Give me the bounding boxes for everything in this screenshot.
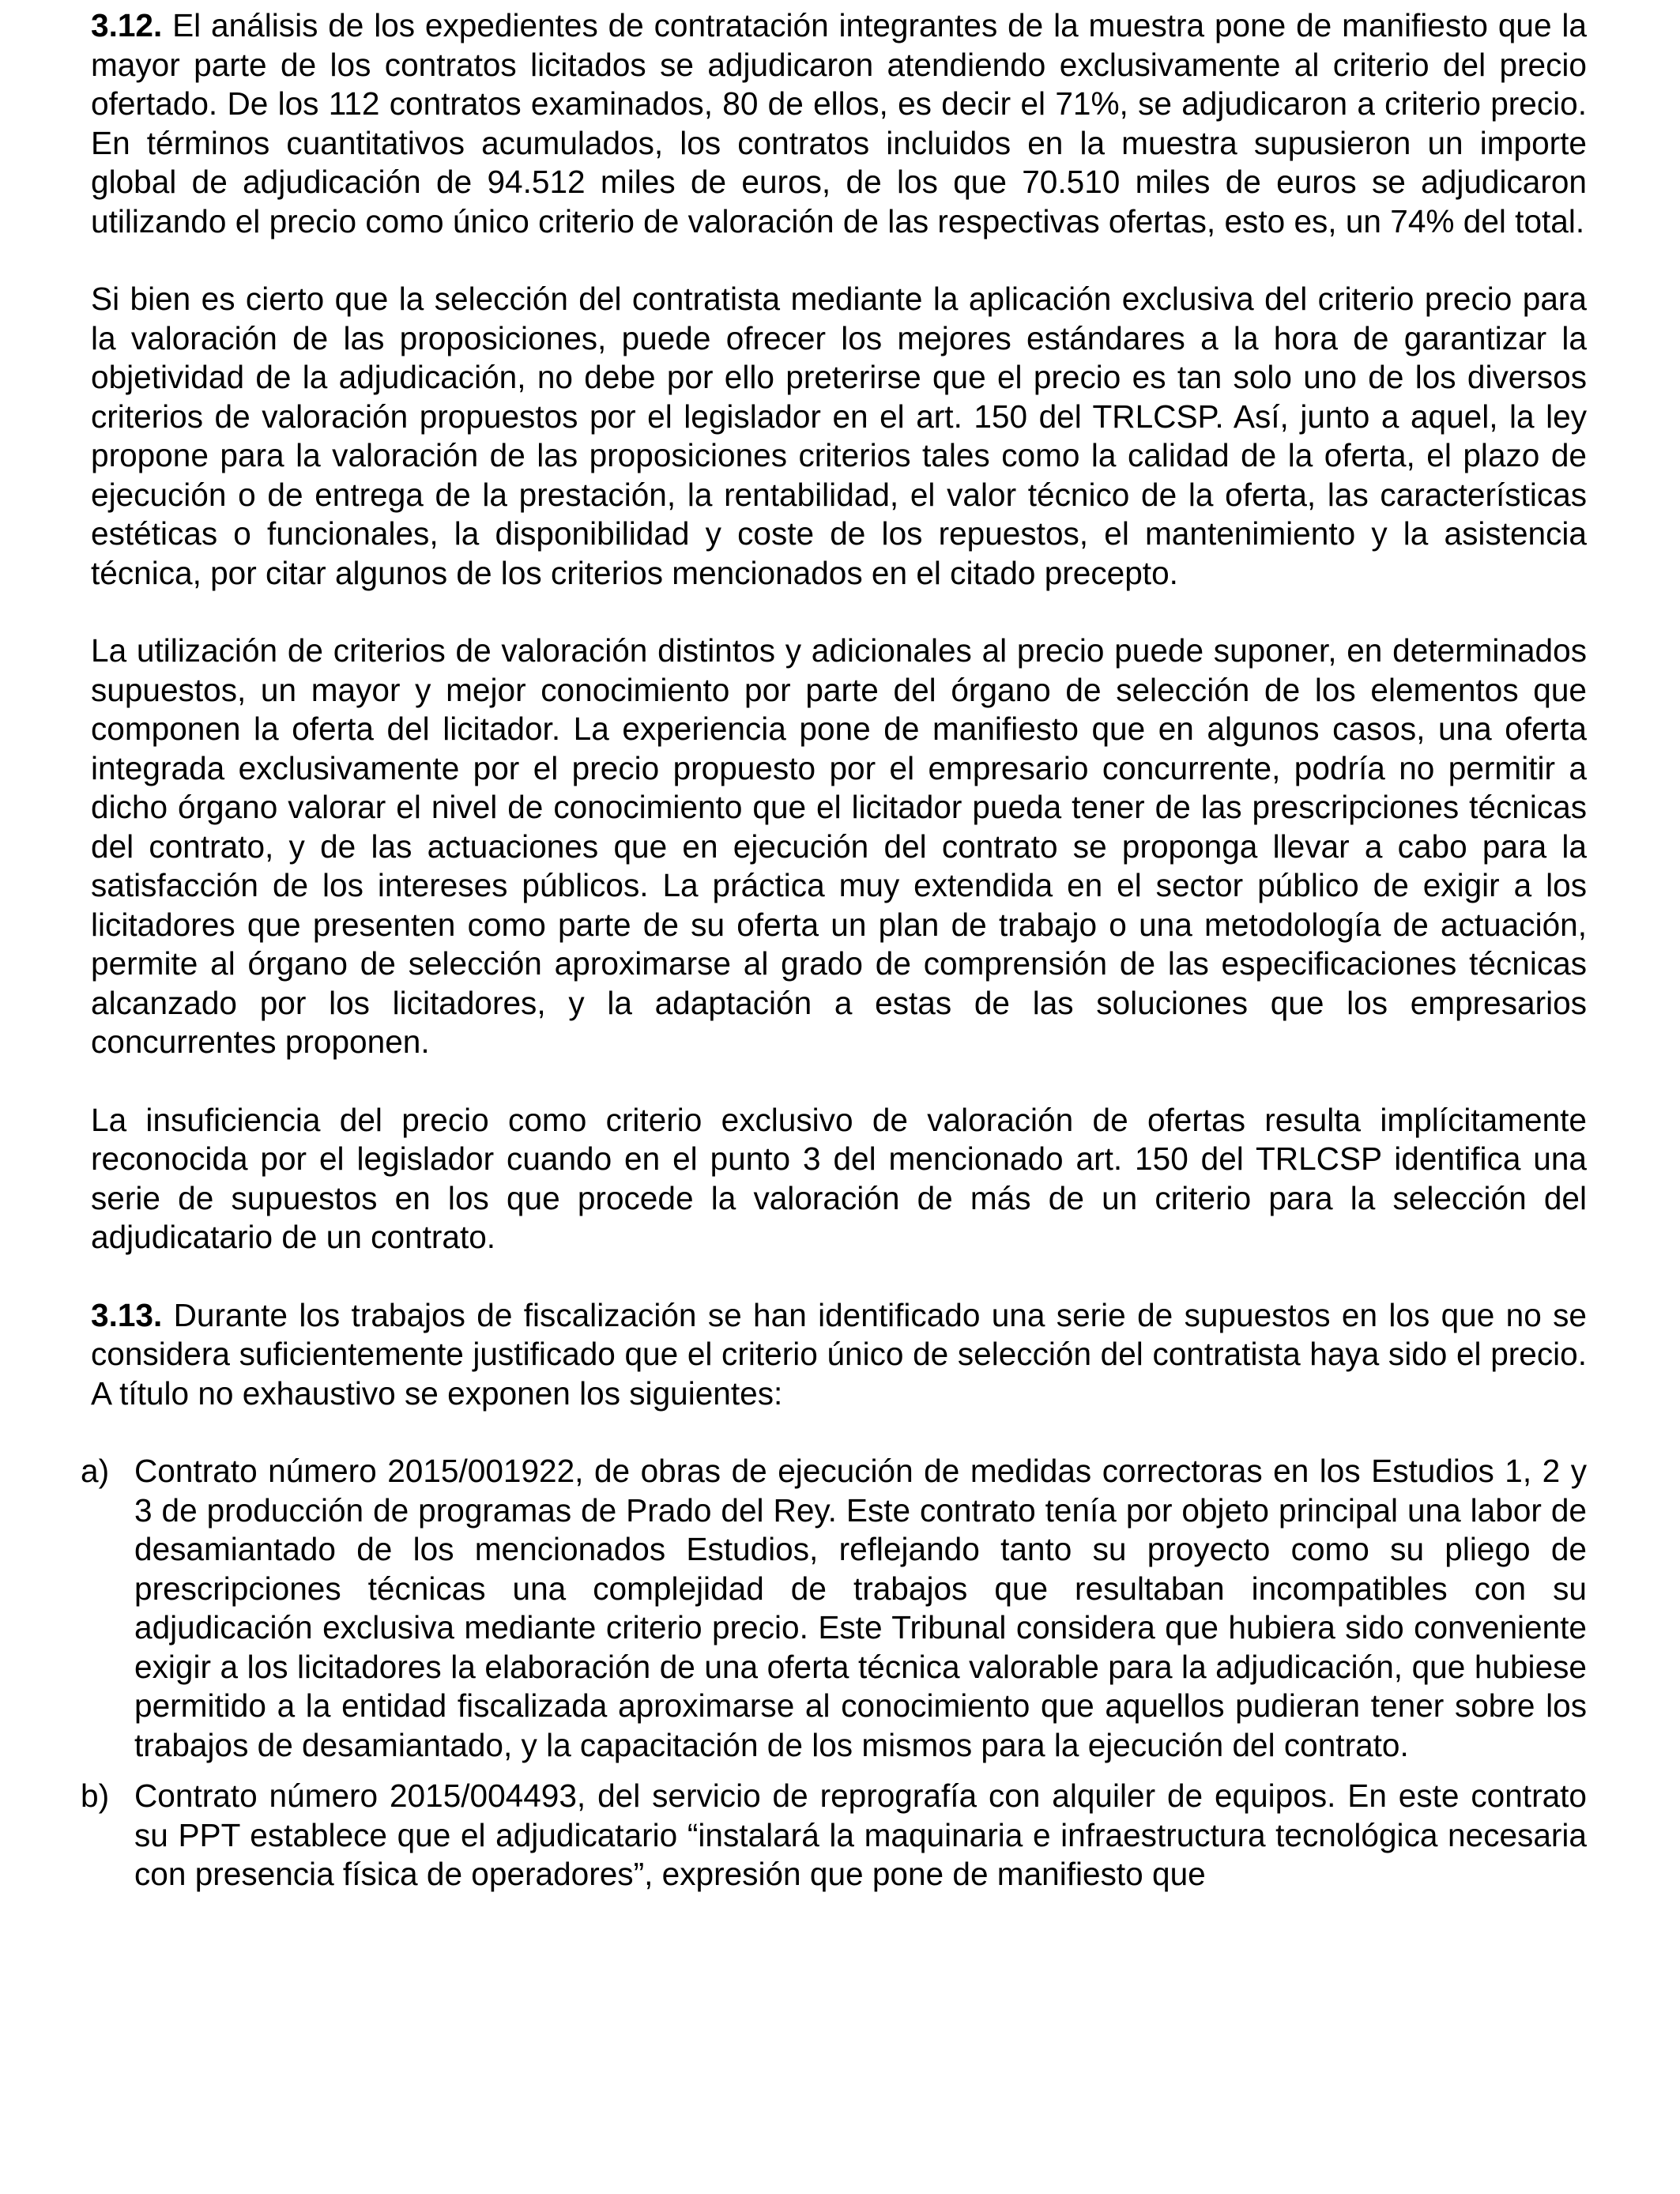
paragraph-price-insufficiency: La insuficiencia del precio como criterio exclusivo de valoración de ofertas resulta implícitamente reconocida por el legislador cuando en el punto 3 del mencionado art. 150 del TRLCSP identifica una serie de supuestos en los que procede la valoración de más de un criterio para la selección del adjudicatario de un contrato. (91, 1101, 1587, 1255)
paragraph-3-13 (91, 1296, 1587, 1414)
document-page (81, 6, 1587, 1894)
paragraph-criteria-usage: La utilización de criterios de valoración distintos y adicionales al precio puede suponer, en determinados supuestos, un mayor y mejor conocimiento por parte del órgano de selección de los elementos que componen la oferta del licitador. La experiencia pone de manifiesto que en algunos casos, una oferta integrada exclusivamente por el precio propuesto por el empresario concurrente, podría no permitir a dicho órgano valorar el nivel de conocimiento que el licitador pueda tener de las prescripciones técnicas del contrato, y de las actuaciones que en ejecución del contrato se proponga llevar a cabo para la satisfacción de los intereses públicos. La práctica muy extendida en el sector público de exigir a los licitadores que presenten como parte de su oferta un plan de trabajo o una metodología de actuación, permite al órgano de selección aproximarse al grado de comprensión de las especificaciones técnicas alcanzado por los licitadores, y la adaptación a estas de las soluciones que los empresarios concurrentes proponen. (91, 632, 1587, 1060)
section-number-3-12: 3.12. (91, 7, 163, 43)
paragraph-3-12 (91, 6, 1587, 241)
paragraph-text: El análisis de los expedientes de contratación integrantes de la muestra pone de manifiesto que la mayor parte de los contratos licitados se adjudicaron atendiendo exclusivamente al criterio del precio ofertado. De los 112 contratos examinados, 80 de ellos, es decir el 71%, se adjudicaron a criterio precio. En términos cuantitativos acumulados, los contratos incluidos en la muestra supusieron un importe global de adjudicación de 94.512 miles de euros, de los que 70.510 miles de euros se adjudicaron utilizando el precio como único criterio de valoración de las respectivas ofertas, esto es, un 74% del total. (91, 7, 1587, 239)
list-marker: b) (81, 1777, 110, 1814)
paragraph-criteria-list: Si bien es cierto que la selección del contratista mediante la aplicación exclusiva del criterio precio para la valoración de las proposiciones, puede ofrecer los mejores estándares a la hora de garantizar la objetividad de la adjudicación, no debe por ello preterirse que el precio es tan solo uno de los diversos criterios de valoración propuestos por el legislador en el art. 150 del TRLCSP. Así, junto a aquel, la ley propone para la valoración de las proposiciones criterios tales como la calidad de la oferta, el plazo de ejecución o de entrega de la prestación, la rentabilidad, el valor técnico de la oferta, las características estéticas o funcionales, la disponibilidad y coste de los repuestos, el mantenimiento y la asistencia técnica, por citar algunos de los criterios mencionados en el citado precepto. (91, 281, 1587, 591)
section-number-3-13: 3.13. (91, 1296, 163, 1333)
list-item-text: Contrato número 2015/001922, de obras de ejecución de medidas correctoras en los Estudios 1, 2 y 3 de producción de programas de Prado del Rey. Este contrato tenía por objeto principal una labor de desamiantado de los mencionados Estudios, reflejando tanto su proyecto como su pliego de prescripciones técnicas una complejidad de trabajos que resultaban incompatibles con su adjudicación exclusiva mediante criterio precio. Este Tribunal considera que hubiera sido conveniente exigir a los licitadores la elaboración de una oferta técnica valorable para la adjudicación, que hubiese permitido a la entidad fiscalizada aproximarse al conocimiento que aquellos pudieran tener sobre los trabajos de desamiantado, y la capacitación de los mismos para la ejecución del contrato. (134, 1453, 1587, 1763)
list-item-b (81, 1777, 1587, 1894)
paragraph-text: Durante los trabajos de fiscalización se han identificado una serie de supuestos en los que no se considera suficientemente justificado que el criterio único de selección del contratista haya sido el precio. A título no exhaustivo se exponen los siguientes: (91, 1296, 1587, 1412)
list-marker: a) (81, 1453, 110, 1489)
list-item-a (81, 1452, 1587, 1765)
list-item-text: Contrato número 2015/004493, del servicio de reprografía con alquiler de equipos. En este contrato su PPT establece que el adjudicatario “instalará la maquinaria e infraestructura tecnológica necesaria con presencia física de operadores”, expresión que pone de manifiesto que (134, 1777, 1587, 1892)
